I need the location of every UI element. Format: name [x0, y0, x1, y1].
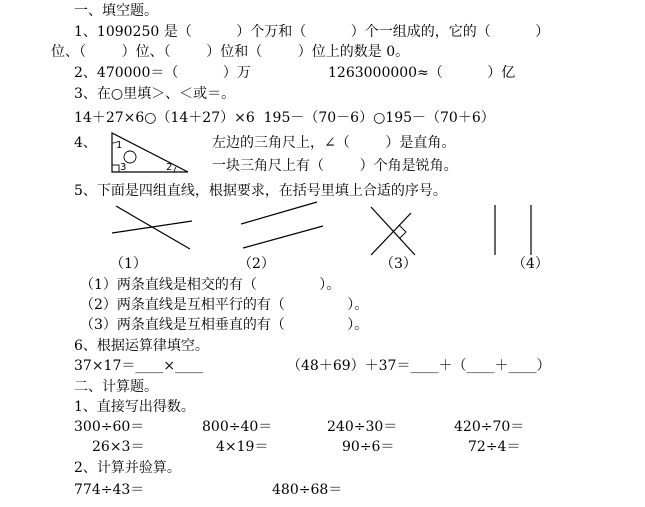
calc1-row1-item3: 240÷30＝ [327, 419, 398, 435]
section-calc-title: 二、计算题。 [74, 379, 158, 395]
calc1-row1-item2: 800÷40＝ [202, 419, 273, 435]
q4-line1: 左边的三角尺上，∠（ ）是直角。 [212, 135, 456, 151]
line-figure-3 [365, 205, 420, 257]
q5-sub1: （1）两条直线是相交的有（ ）。 [80, 277, 341, 293]
calc1-row2-item2: 4×19＝ [216, 439, 269, 455]
calc1-row1-item4: 420÷70＝ [454, 419, 525, 435]
angle-label-1: 1 [116, 140, 123, 151]
q6-right: （48＋69）＋37＝____＋（____＋____） [287, 358, 551, 374]
calc2-item2: 480÷68＝ [272, 482, 343, 498]
q3-title: 3、在○里填＞、＜或＝。 [74, 86, 236, 102]
q5-sub3: （3）两条直线是互相垂直的有（ ）。 [80, 317, 369, 333]
q5-title: 5、下面是四组直线，根据要求，在括号里填上合适的序号。 [74, 183, 447, 199]
q5-sub2: （2）两条直线是互相平行的有（ ）。 [80, 297, 369, 313]
calc1-row2-item4: 72÷4＝ [468, 439, 521, 455]
calc1-row2-item1: 26×3＝ [92, 439, 145, 455]
calc2-item1: 774÷43＝ [74, 482, 145, 498]
calc1-title: 1、直接写出得数。 [74, 399, 195, 415]
section-fill-title: 一、填空题。 [74, 3, 158, 19]
figure-label-3: （3） [380, 256, 417, 272]
calc1-row2-item3: 90÷6＝ [342, 439, 395, 455]
q3-expression: 14＋27×6○（14＋27）×6 195－（70－6）○195－（70＋6） [74, 110, 495, 126]
line-figure-2 [237, 198, 327, 253]
q4-number: 4、 [74, 135, 97, 151]
calc2-title: 2、计算并验算。 [74, 460, 181, 476]
q4-line2: 一块三角尺上有（ ）个角是锐角。 [212, 158, 458, 174]
triangle-ruler-figure [108, 131, 193, 176]
figure-label-1: （1） [110, 256, 147, 272]
q2-left: 2、470000＝（ ）万 [74, 65, 251, 81]
q6-title: 6、根据运算律填空。 [74, 338, 209, 354]
q6-left: 37×17＝____×____ [74, 358, 204, 374]
q2-right: 1263000000≈（ ）亿 [328, 65, 516, 81]
angle-label-3: 3 [120, 162, 127, 173]
line-figure-4 [488, 203, 538, 259]
q1-line1: 1、1090250 是（ ）个万和（ ）个一组成的，它的（ ） [74, 24, 550, 40]
angle-label-2: 2 [166, 162, 173, 173]
q1-line2: 位、（ ）位、（ ）位和（ ）位上的数是 0。 [51, 44, 410, 60]
line-figure-1 [110, 203, 195, 253]
calc1-row1-item1: 300÷60＝ [74, 419, 145, 435]
figure-label-4: （4） [512, 256, 549, 272]
figure-label-2: （2） [238, 256, 275, 272]
